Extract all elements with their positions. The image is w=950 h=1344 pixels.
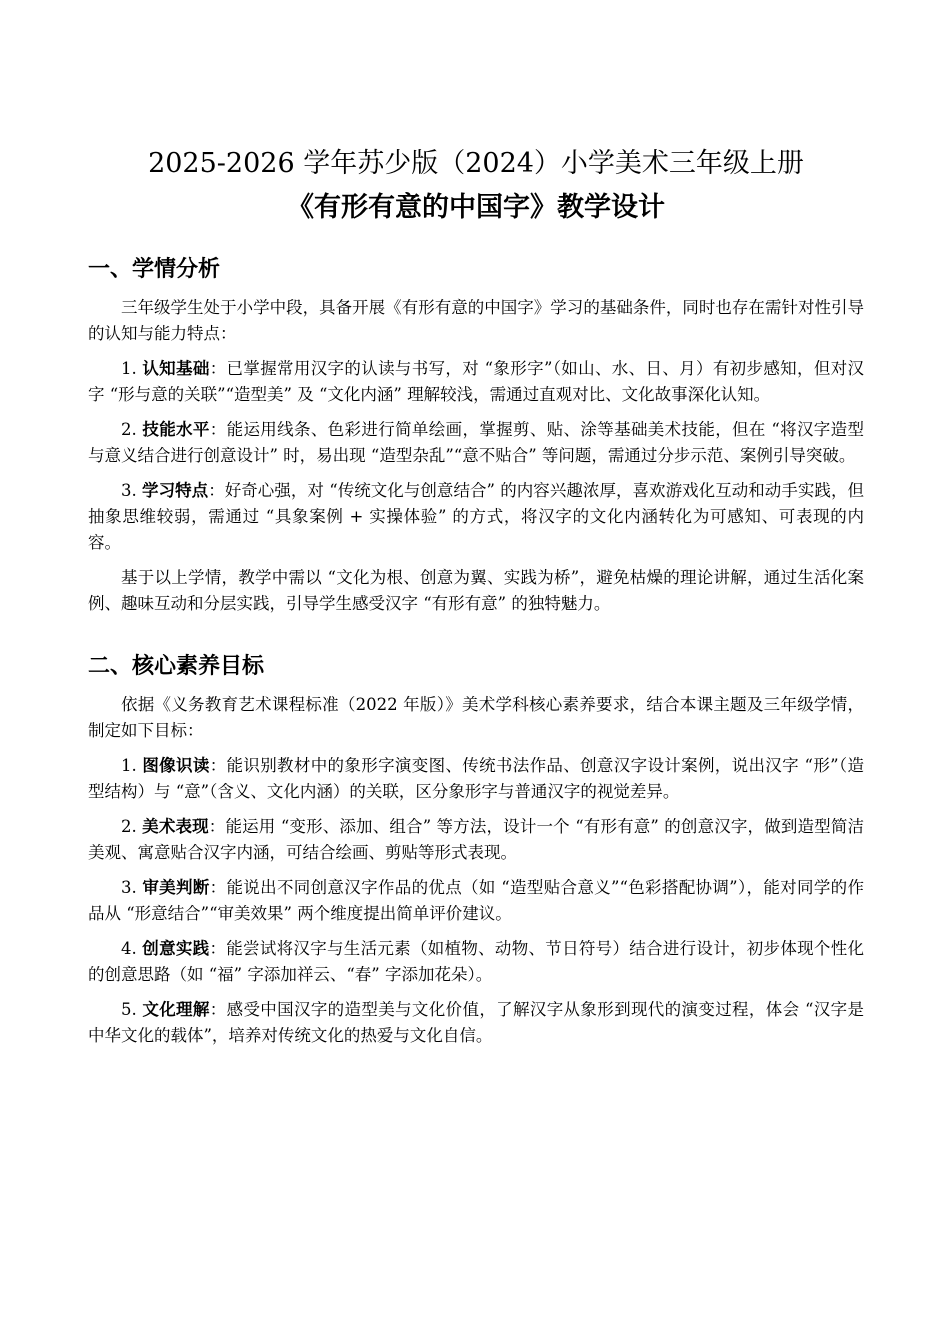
item-number: 5. <box>121 1000 137 1019</box>
section2-item-1 <box>88 753 864 805</box>
section2-item-2 <box>88 814 864 866</box>
document-title-line2: 《有形有意的中国字》教学设计 <box>287 192 665 223</box>
item-label: 审美判断 <box>142 878 210 897</box>
section-heading-core-literacy-goals: 二、核心素养目标 <box>88 654 265 679</box>
item-number: 2. <box>121 817 137 836</box>
item-text: ：能识别教材中的象形字演变图、传统书法作品、创意汉字设计案例，说出汉字 “形”（造型结构）与 “意”（含义、文化内涵）的关联，区分象形字与普通汉字的视觉差异。 <box>88 756 865 801</box>
item-text: ：能运用 “变形、添加、组合” 等方法，设计一个 “有形有意” 的创意汉字，做到造型简洁美观、寓意贴合汉字内涵，可结合绘画、剪贴等形式表现。 <box>88 817 864 862</box>
item-number: 4. <box>121 939 137 958</box>
document-page <box>88 0 864 1049</box>
item-text: ：能说出不同创意汉字作品的优点（如 “造型贴合意义”“色彩搭配协调”），能对同学的作品从 “形意结合”“审美效果” 两个维度提出简单评价建议。 <box>88 878 864 923</box>
item-text: ：能尝试将汉字与生活元素（如植物、动物、节日符号）结合进行设计，初步体现个性化的创意思路（如 “福” 字添加祥云、“春” 字添加花朵）。 <box>88 939 865 984</box>
section1-item-1 <box>88 356 864 408</box>
item-number: 2. <box>121 420 137 439</box>
item-text: ：已掌握常用汉字的认读与书写，对 “象形字”（如山、水、日、月）有初步感知，但对汉字 “形与意的关联”“造型美” 及 “文化内涵” 理解较浅，需通过直观对比、文化故事深化认知。 <box>88 359 865 404</box>
section2-item-5 <box>88 997 864 1049</box>
item-number: 3. <box>121 481 137 500</box>
section1-item-2 <box>88 417 864 469</box>
section1-item-3 <box>88 478 864 556</box>
item-label: 图像识读 <box>142 756 210 775</box>
item-label: 美术表现 <box>142 817 209 836</box>
item-text: ：感受中国汉字的造型美与文化价值，了解汉字从象形到现代的演变过程，体会 “汉字是中华文化的载体”，培养对传统文化的热爱与文化自信。 <box>88 1000 865 1045</box>
document-title-line1: 2025-2026 学年苏少版（2024）小学美术三年级上册 <box>148 148 804 179</box>
section1-intro: 三年级学生处于小学中段，具备开展《有形有意的中国字》学习的基础条件，同时也存在需针对性引导的认知与能力特点： <box>88 298 864 343</box>
item-text: ：好奇心强，对 “传统文化与创意结合” 的内容兴趣浓厚，喜欢游戏化互动和动手实践，但抽象思维较弱，需通过 “具象案例 + 实操体验” 的方式，将汉字的文化内涵转化为可感知、可表现的内容。 <box>88 481 864 552</box>
item-number: 1. <box>121 359 137 378</box>
item-label: 认知基础 <box>142 359 210 378</box>
item-label: 文化理解 <box>142 1000 210 1019</box>
section2-intro: 依据《义务教育艺术课程标准（2022 年版）》美术学科核心素养要求，结合本课主题及三年级学情，制定如下目标： <box>88 695 864 740</box>
section2-item-3 <box>88 875 864 927</box>
item-label: 学习特点 <box>142 481 209 500</box>
section2-item-4 <box>88 936 864 988</box>
section1-summary: 基于以上学情，教学中需以 “文化为根、创意为翼、实践为桥”，避免枯燥的理论讲解，通过生活化案例、趣味互动和分层实践，引导学生感受汉字 “有形有意” 的独特魅力。 <box>88 568 864 613</box>
item-text: ：能运用线条、色彩进行简单绘画，掌握剪、贴、涂等基础美术技能，但在 “将汉字造型与意义结合进行创意设计” 时，易出现 “造型杂乱”“意不贴合” 等问题，需通过分步示范、案例引导突破。 <box>88 420 865 465</box>
item-number: 3. <box>121 878 137 897</box>
item-label: 创意实践 <box>142 939 210 958</box>
item-number: 1. <box>121 756 137 775</box>
section-heading-learning-analysis: 一、学情分析 <box>88 257 221 282</box>
item-label: 技能水平 <box>142 420 210 439</box>
